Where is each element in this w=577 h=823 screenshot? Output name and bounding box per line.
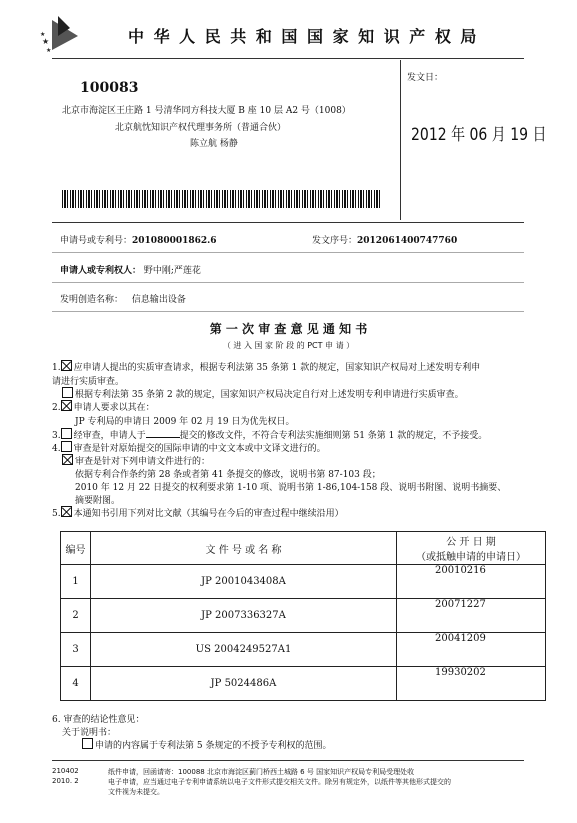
svg-text:★: ★ — [46, 47, 52, 54]
invention-label: 发明创造名称： — [60, 295, 124, 305]
item-4b-line2: 2010 年 12 月 22 日提交的权利要求第 1-10 项、说明书第 1-86,104-158 段、说明书附图、说明书摘要、 — [75, 483, 507, 493]
header-num: 编号 — [61, 532, 91, 565]
item-1-checkbox[interactable] — [61, 360, 72, 371]
item-2 — [52, 400, 155, 413]
item-1b — [62, 387, 464, 400]
notice-title: 第 一 次 审 查 意 见 通 知 书 — [209, 322, 368, 336]
address-line: 北京市海淀区王庄路 1 号清华同方科技大厦 B 座 10 层 A2 号（1008） — [62, 106, 351, 116]
item-3-blank — [146, 429, 180, 438]
item-3-text-b: 提交的修改文件，不符合专利法实施细则第 51 条第 1 款的规定，不予接受。 — [179, 431, 488, 441]
item-4b — [62, 454, 210, 467]
invention-value: 信息输出设备 — [131, 295, 186, 305]
conclusion-sub: 关于说明书： — [62, 728, 117, 738]
row-date: 20071227 — [397, 599, 546, 633]
agent-names: 陈立航 杨静 — [190, 139, 238, 149]
header-date — [397, 532, 546, 565]
meta-rule-3 — [52, 282, 524, 283]
header-rule — [52, 58, 524, 59]
item-1b-checkbox[interactable] — [62, 387, 73, 398]
table-header-row — [61, 532, 546, 565]
row-num: 3 — [61, 633, 91, 667]
item-4-text: 审查是针对原始提交的国际申请的中文文本或中文译文进行的。 — [73, 444, 326, 454]
meta-rule-1 — [52, 222, 524, 223]
item-4b-text: 审查是针对下列申请文件进行的： — [75, 457, 211, 467]
serial-value: 2012061400747760 — [357, 236, 458, 246]
item-5-text: 本通知书引用下列对比文献（其编号在今后的审查过程中继续沿用） — [73, 509, 344, 519]
row-date: 19930202 — [397, 667, 546, 701]
item-3-number: 3. — [52, 431, 61, 441]
footer-line-3: 文件视为未提交。 — [108, 788, 164, 796]
applicant-label: 申请人或专利权人： — [60, 266, 142, 276]
item-2-text: 申请人要求以其在： — [73, 403, 155, 413]
svg-text:★: ★ — [42, 37, 50, 46]
app-no-value: 201080001862.6 — [132, 236, 217, 246]
item-2-number: 2. — [52, 403, 61, 413]
notice-subtitle: （ 进 入 国 家 阶 段 的 PCT 申 请 ） — [222, 341, 355, 350]
postcode: 100083 — [80, 80, 139, 96]
svg-text:★: ★ — [40, 31, 46, 38]
issue-date-label: 发文日： — [407, 73, 444, 83]
item-5-number: 5. — [52, 509, 61, 519]
item-4-number: 4. — [52, 444, 61, 454]
references-table — [60, 531, 546, 701]
conclusion-heading: 6. 审查的结论性意见： — [52, 715, 145, 725]
header-title: 中 华 人 民 共 和 国 国 家 知 识 产 权 局 — [128, 27, 479, 46]
meta-rule-2 — [52, 252, 524, 253]
issue-date: 2012 年 06 月 19 日 — [411, 125, 547, 145]
row-doc: JP 5024486A — [91, 667, 397, 701]
item-1 — [52, 360, 480, 373]
app-no-row — [60, 233, 217, 246]
item-4b-line1: 依据专利合作条约第 28 条或者第 41 条提交的修改，说明书第 87-103 段； — [75, 470, 381, 480]
table-row — [61, 667, 546, 701]
item-4-checkbox[interactable] — [61, 441, 72, 452]
conclusion-option-1-checkbox[interactable] — [82, 738, 93, 749]
item-4 — [52, 441, 326, 454]
serial-label: 发文序号： — [312, 236, 358, 246]
footer-code-2: 2010. 2 — [52, 777, 79, 785]
row-num: 2 — [61, 599, 91, 633]
app-no-label: 申请号或专利号： — [60, 236, 133, 246]
row-date: 20010216 — [397, 565, 546, 599]
cnipa-emblem — [40, 14, 80, 54]
item-4b-checkbox[interactable] — [62, 454, 73, 465]
row-num: 1 — [61, 565, 91, 599]
item-3-text-a: 经审查，申请人于 — [73, 431, 146, 441]
footer-line-1: 纸件申请，回函请寄：100088 北京市海淀区蓟门桥西土城路 6 号 国家知识产权局专利局受理处收 — [108, 768, 415, 776]
footer-code-1: 210402 — [52, 767, 79, 775]
row-doc: US 2004249527A1 — [91, 633, 397, 667]
conclusion-option-1 — [82, 738, 331, 751]
meta-rule-4 — [52, 311, 524, 312]
item-1b-text: 根据专利法第 35 条第 2 款的规定，国家知识产权局决定自行对上述发明专利申请进行实质审查。 — [75, 390, 464, 400]
item-2-detail: JP 专利局的申请日 2009 年 02 月 19 日为优先权日。 — [75, 417, 295, 427]
serial-row — [312, 233, 457, 246]
row-doc: JP 2007336327A — [91, 599, 397, 633]
item-3 — [52, 428, 487, 441]
item-4b-line3: 摘要附图。 — [75, 496, 121, 506]
header-date-line2: （或抵触申请的申请日） — [416, 552, 526, 563]
applicant-row — [60, 263, 201, 276]
footer-rule — [52, 760, 524, 761]
header-date-line1: 公 开 日 期 — [446, 537, 496, 548]
row-doc: JP 2001043408A — [91, 565, 397, 599]
item-1-number: 1. — [52, 363, 61, 373]
table-row — [61, 633, 546, 667]
row-num: 4 — [61, 667, 91, 701]
item-3-checkbox[interactable] — [61, 428, 72, 439]
table-row — [61, 565, 546, 599]
item-1-text-cont: 请进行实质审查。 — [52, 377, 125, 387]
item-1-text: 应申请人提出的实质审查请求，根据专利法第 35 条第 1 款的规定，国家知识产权局对上述发明专利申 — [73, 363, 481, 373]
row-date: 20041209 — [397, 633, 546, 667]
item-2-checkbox[interactable] — [61, 400, 72, 411]
item-5-checkbox[interactable] — [61, 506, 72, 517]
applicant-value: 野中刚;严莲花 — [143, 266, 201, 276]
agency-name: 北京航忱知识产权代理事务所（普通合伙） — [115, 123, 287, 133]
table-row — [61, 599, 546, 633]
footer-line-2: 电子申请，应当通过电子专利申请系统以电子文件形式提交相关文件。除另有规定外，以纸件等其他形式提交的 — [108, 778, 451, 786]
address-barcode — [62, 190, 380, 208]
invention-row — [60, 292, 186, 305]
header-doc: 文 件 号 或 名 称 — [91, 532, 397, 565]
conclusion-option-1-text: 申请的内容属于专利法第 5 条规定的不授予专利权的范围。 — [95, 741, 332, 751]
cnipa-logo-icon — [40, 14, 80, 54]
item-5 — [52, 506, 344, 519]
